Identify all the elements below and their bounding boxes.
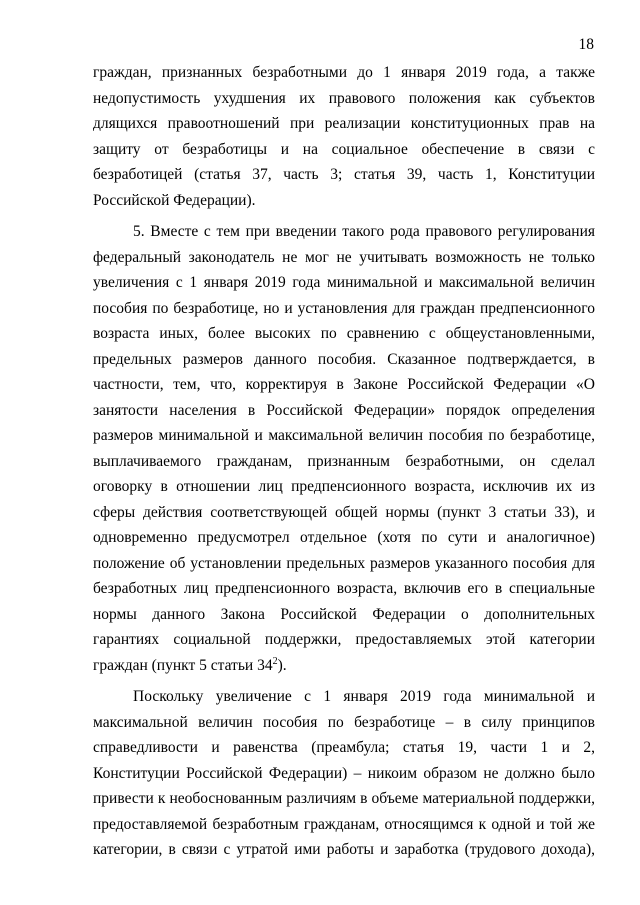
text-line: одновременно предусмотрел отдельное (хотя по сути и аналогичное): [93, 529, 595, 546]
text-line: защиту от безработицы и на социальное обеспечение в связи с: [93, 140, 595, 158]
text-line: возраста иных, более высоких по сравнению с общеустановленными,: [93, 325, 595, 342]
text-line: категории, в связи с утратой ими работы и заработка (трудового дохода),: [93, 841, 595, 858]
paragraph-2: [93, 219, 595, 678]
text-line: привести к необоснованным различиям в объеме материальной поддержки,: [93, 790, 595, 807]
text-fragment: ).: [277, 656, 287, 674]
text-line: [93, 653, 595, 679]
text-line: положение об установлении предельных размеров указанного пособия для: [93, 554, 595, 572]
text-line: пособия по безработице, но и установления для граждан предпенсионного: [93, 299, 595, 317]
text-line: занятости населения в Российской Федерации» порядок определения: [93, 401, 595, 419]
paragraph-3: [93, 684, 595, 863]
text-line: нормы данного Закона Российской Федерации о дополнительных: [93, 605, 595, 623]
text-line: справедливости и равенства (преамбула; статья 19, части 1 и 2,: [93, 739, 595, 756]
text-line: размеров минимальной и максимальной величин пособия по безработице,: [93, 427, 595, 444]
text-line: федеральный законодатель не мог не учитывать возможность не только: [93, 248, 595, 266]
text-line: оговорку в отношении лиц предпенсионного возраста, исключив их из: [93, 478, 595, 495]
text-fragment: граждан (пункт 5 статьи 34: [93, 656, 273, 674]
text-line: гарантиях социальной поддержки, предоставляемых этой категории: [93, 631, 595, 648]
text-line: максимальной величин пособия по безработице – в силу принципов: [93, 713, 595, 731]
text-line: увеличения с 1 января 2019 года минимальной и максимальной величин: [93, 274, 595, 291]
text-line: безработицей (статья 37, часть 3; статья 39, часть 1, Конституции: [93, 166, 595, 183]
text-line: сферы действия соответствующей общей нормы (пункт 3 статьи 33), и: [93, 503, 595, 521]
text-line: недопустимость ухудшения их правового положения как субъектов: [93, 89, 595, 107]
body-text: [93, 60, 595, 863]
text-line: Поскольку увеличение с 1 января 2019 года минимальной и: [133, 688, 595, 705]
text-line: Конституции Российской Федерации) – никоим образом не должно было: [93, 764, 595, 782]
text-line: безработных лиц предпенсионного возраста, включив его в специальные: [93, 580, 595, 597]
text-line: Российской Федерации).: [93, 191, 256, 209]
page-number: 18: [578, 36, 594, 53]
text-line: предоставляемой безработным гражданам, относящимся к одной и той же: [93, 815, 595, 833]
text-line: выплачиваемого гражданам, признанным безработными, он сделал: [93, 452, 595, 470]
superscript: 2: [272, 655, 278, 667]
text-line: частности, тем, что, корректируя в Законе Российской Федерации «О: [93, 376, 595, 393]
text-line: 5. Вместе с тем при введении такого рода правового регулирования: [133, 223, 595, 240]
paragraph-1: [93, 60, 595, 213]
text-line: длящихся правоотношений при реализации конституционных прав на: [93, 115, 595, 132]
text-line: граждан, признанных безработными до 1 января 2019 года, а также: [93, 64, 595, 81]
text-line: предельных размеров данного пособия. Сказанное подтверждается, в: [93, 350, 595, 368]
